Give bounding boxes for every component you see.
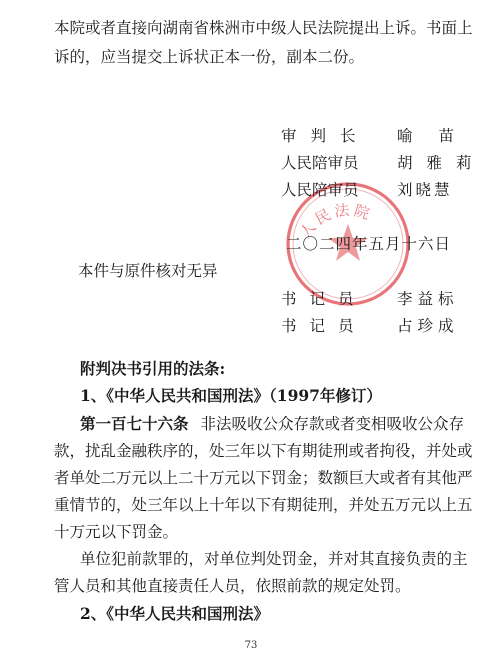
judge-name: 喻苗 — [397, 127, 481, 145]
clerk2-name: 占珍成 — [397, 317, 459, 335]
juror2-title: 人民陪审员 — [281, 181, 359, 199]
para2-line-1: 单位犯前款罪的，对单位判处罚金，并对其直接负责的主 — [80, 550, 468, 568]
clerk1-name: 李益标 — [397, 290, 459, 308]
clerk2-title: 书记员 — [281, 317, 367, 335]
seal-text: 人民法院 — [296, 200, 375, 242]
clerk1-title: 书记员 — [281, 290, 367, 308]
law1-title: 1、《中华人民共和国刑法》（1997年修订） — [80, 386, 382, 405]
article-line-1-text: 非法吸收公众存款或者变相吸收公众存 — [200, 415, 465, 433]
juror1-title: 人民陪审员 — [281, 154, 359, 172]
article-line-4: 重情节的，处三年以上十年以下有期徒刑，并处五万元以上五 — [54, 496, 473, 514]
article-line-2: 款，扰乱金融秩序的，处三年以下有期徒刑或者拘役，并处或 — [54, 442, 473, 460]
article-label: 第一百七十六条 — [80, 414, 189, 433]
article-line-3: 者单处二万元以上二十万元以下罚金；数额巨大或者有其他严 — [54, 469, 473, 487]
juror2-name: 刘晓慧 — [397, 181, 453, 199]
law2-title: 2、《中华人民共和国刑法》 — [80, 604, 270, 623]
article-line-1 — [80, 414, 465, 434]
article-line-5: 十万元以下罚金。 — [54, 523, 179, 541]
juror1-name: 胡雅莉 — [397, 154, 486, 172]
judgment-date: 二〇二四年五月十六日 — [286, 235, 452, 253]
para2-line-2: 管人员和其他直接责任人员，依照前款的规定处罚。 — [54, 577, 411, 595]
verification-note: 本件与原件核对无异 — [78, 262, 218, 280]
judge-title: 审判长 — [281, 127, 370, 145]
appendix-heading: 附判决书引用的法条: — [80, 359, 226, 378]
body-line-1: 本院或者直接向湖南省株洲市中级人民法院提出上诉。书面上 — [54, 19, 473, 37]
page-number: 73 — [244, 640, 258, 651]
body-line-2: 诉的，应当提交上诉状正本一份，副本二份。 — [54, 48, 365, 66]
